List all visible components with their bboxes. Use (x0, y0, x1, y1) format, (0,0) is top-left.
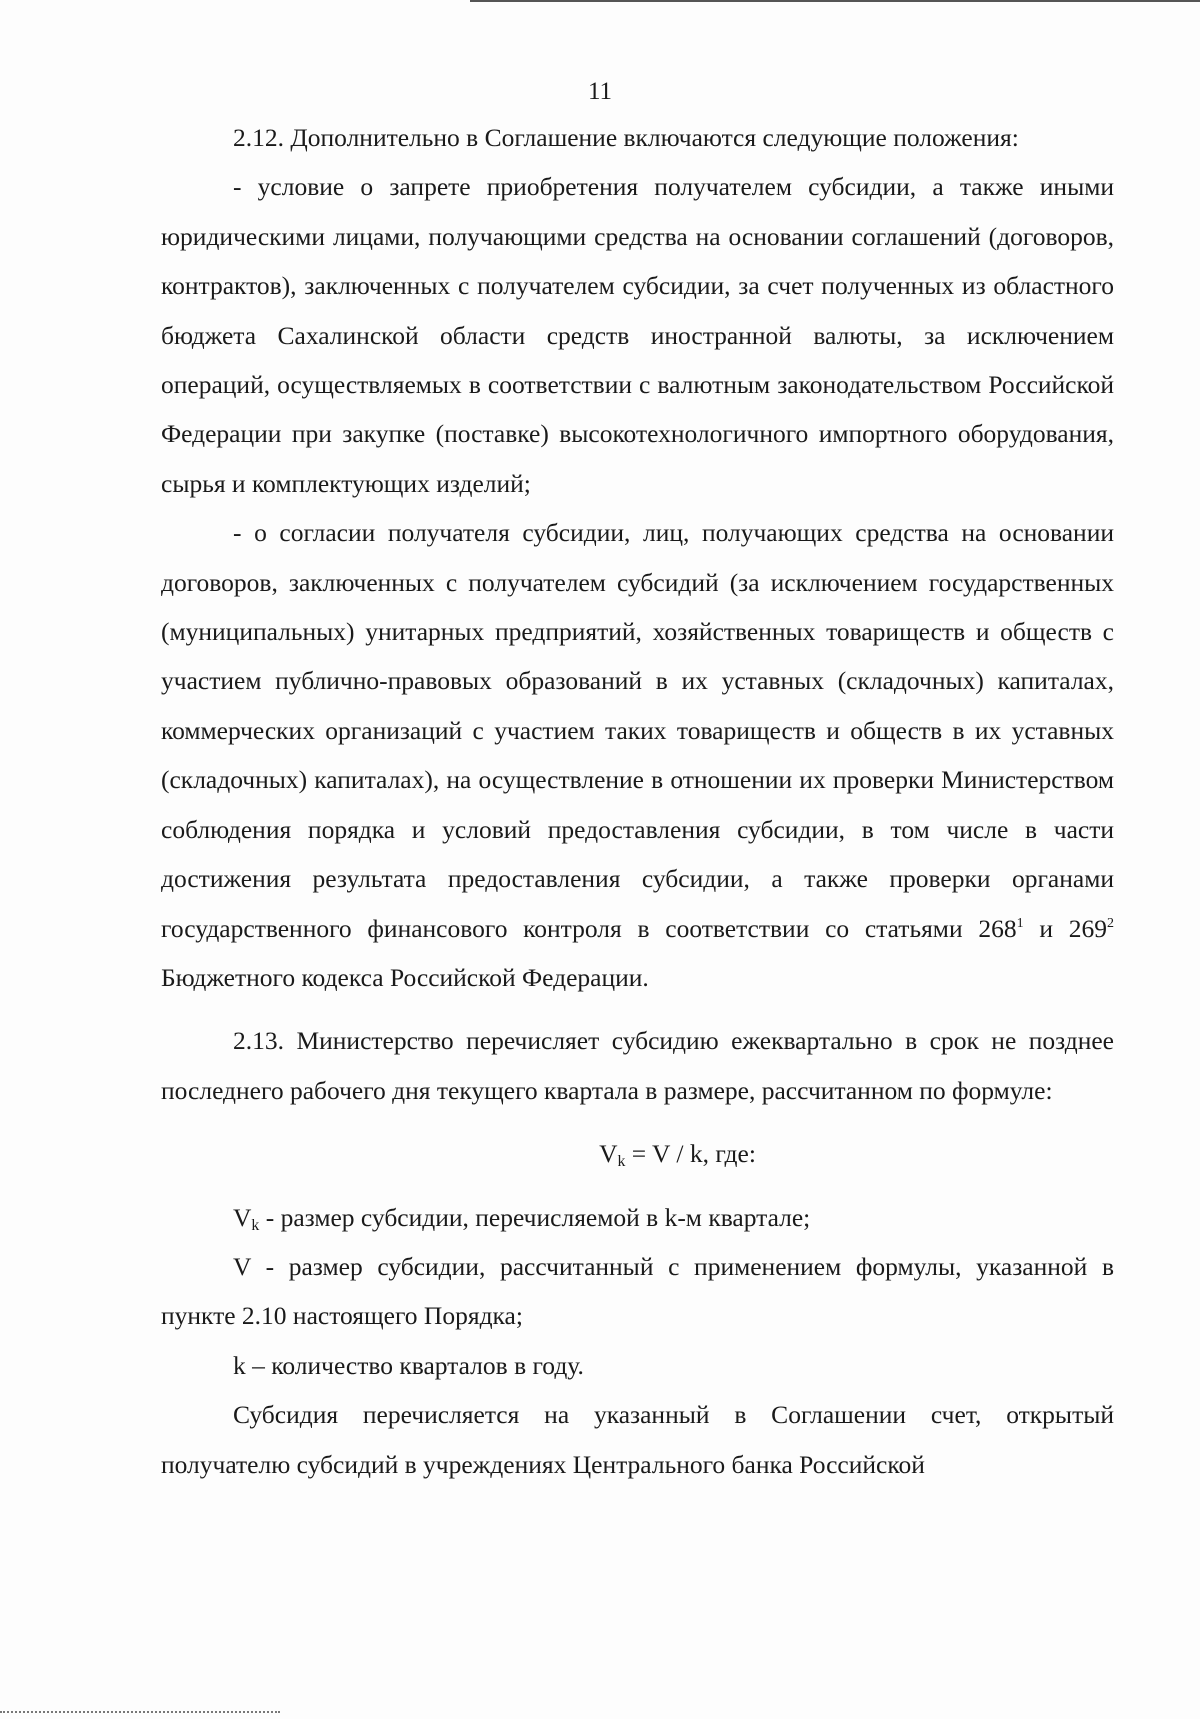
paragraph-transfer-account: Субсидия перечисляется на указанный в Соглашении счет, открытый получателю субсидий в учреждениях Центрального банка Российской (161, 1400, 1114, 1479)
bottom-edge-rule (0, 1711, 280, 1713)
article-268-superscript: 1 (1016, 915, 1024, 931)
definition-vk-subscript: k (251, 1216, 260, 1234)
definition-vk-text: - размер субсидии, перечисляемой в k-м квартале; (259, 1202, 811, 1232)
paragraph-consent-condition (161, 508, 1114, 1002)
consent-tail-text: Бюджетного кодекса Российской Федерации. (161, 962, 649, 992)
article-269-superscript: 2 (1106, 915, 1114, 931)
formula-v: V (599, 1139, 618, 1169)
paragraph-2-12: 2.12. Дополнительно в Соглашение включаются следующие положения: (233, 123, 1019, 152)
consent-and-text: и 269 (1023, 913, 1107, 943)
definition-v: V - размер субсидии, рассчитанный с применением формулы, указанной в пункте 2.10 настоящего Порядка; (161, 1251, 1114, 1331)
page-number: 11 (587, 78, 613, 105)
definition-vk (161, 1193, 1114, 1242)
top-edge-rule (470, 0, 1200, 2)
document-body (161, 113, 1114, 1489)
definition-k: k – количество кварталов в году. (233, 1350, 584, 1380)
formula-subscript-k: k (617, 1153, 626, 1171)
definition-vk-v: V (233, 1202, 252, 1232)
paragraph-2-13: 2.13. Министерство перечисляет субсидию ежеквартально в срок не позднее последнего рабочего дня текущего квартала в размере, рассчитанном по формуле: (161, 1026, 1114, 1105)
formula-vk (161, 1129, 1114, 1178)
formula-rest: = V / k, где: (625, 1139, 756, 1169)
consent-text: - о согласии получателя субсидии, лиц, получающих средства на основании договоров, заключенных с получателем субсидий (за исключением государственных (муниципальных) унитарных предприятий, хозяйственных товариществ и обществ с участием публично-правовых образований в их уставных (складочных) капиталах, коммерческих организаций с участием таких товариществ и обществ в их уставных (складочных) капиталах), на осуществление в отношении их проверки Министерством соблюдения порядка и условий предоставления субсидии, в том числе в части достижения результата предоставления субсидии, а также проверки органами государственного финансового контроля в соответствии со статьями 268 (161, 518, 1114, 943)
paragraph-currency-condition: - условие о запрете приобретения получателем субсидии, а также иными юридическими лицами, получающими средства на основании соглашений (договоров, контрактов), заключенных с получателем субсидии, за счет полученных из областного бюджета Сахалинской области средств иностранной валюты, за исключением операций, осуществляемых в соответствии с валютным законодательством Российской Федерации при закупке (поставке) высокотехнологичного импортного оборудования, сырья и комплектующих изделий; (161, 172, 1114, 498)
